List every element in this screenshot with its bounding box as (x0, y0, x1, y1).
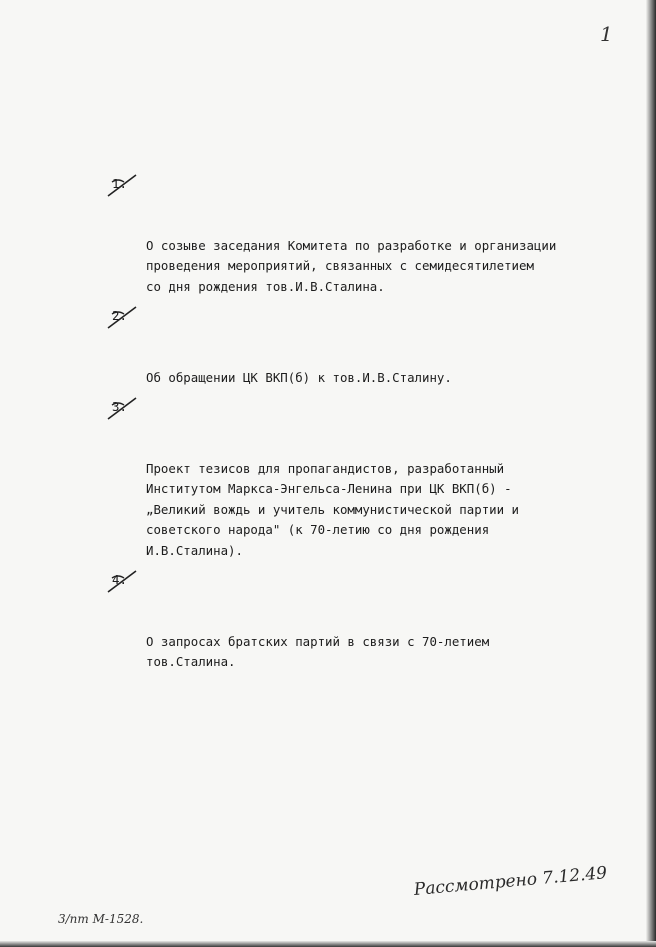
agenda-item-text: О запросах братских партий в связи с 70-летием тов.Сталина. (146, 633, 490, 669)
agenda-item-number: 1. (112, 176, 127, 191)
handwritten-checkmark-icon (106, 568, 140, 594)
scan-bottom-shadow (0, 941, 656, 947)
archive-mark: 3/пт М-1528. (58, 912, 144, 926)
agenda-item (112, 397, 632, 561)
handwritten-checkmark-icon (106, 304, 140, 330)
agenda-item-number: 3. (112, 399, 127, 414)
agenda-item-text: Проект тезисов для пропагандистов, разработанный Институтом Маркса-Энгельса-Ленина при ЦК ВКП(б) - „Великий вождь и учитель коммунистической партии и советского народа" (к 70-летию со дня рождения И.В.Сталина). (146, 460, 519, 558)
agenda-item (112, 174, 632, 297)
agenda-list (112, 174, 632, 682)
agenda-item (112, 570, 632, 673)
handwritten-review-note: Рассмотрено 7.12.49 (413, 863, 608, 900)
agenda-item-text: О созыве заседания Комитета по разработке и организации проведения мероприятий, связанных с семидесятилетием со дня рождения тов.И.В.Сталина. (146, 237, 557, 294)
agenda-item-number: 4. (112, 572, 127, 587)
page-number: 1 (600, 22, 613, 46)
agenda-item-number: 2. (112, 308, 127, 323)
agenda-item-text: Об обращении ЦК ВКП(б) к тов.И.В.Сталину. (146, 369, 452, 385)
handwritten-checkmark-icon (106, 395, 140, 421)
scan-edge-shadow (646, 0, 656, 947)
handwritten-checkmark-icon (106, 172, 140, 198)
agenda-item (112, 306, 632, 388)
